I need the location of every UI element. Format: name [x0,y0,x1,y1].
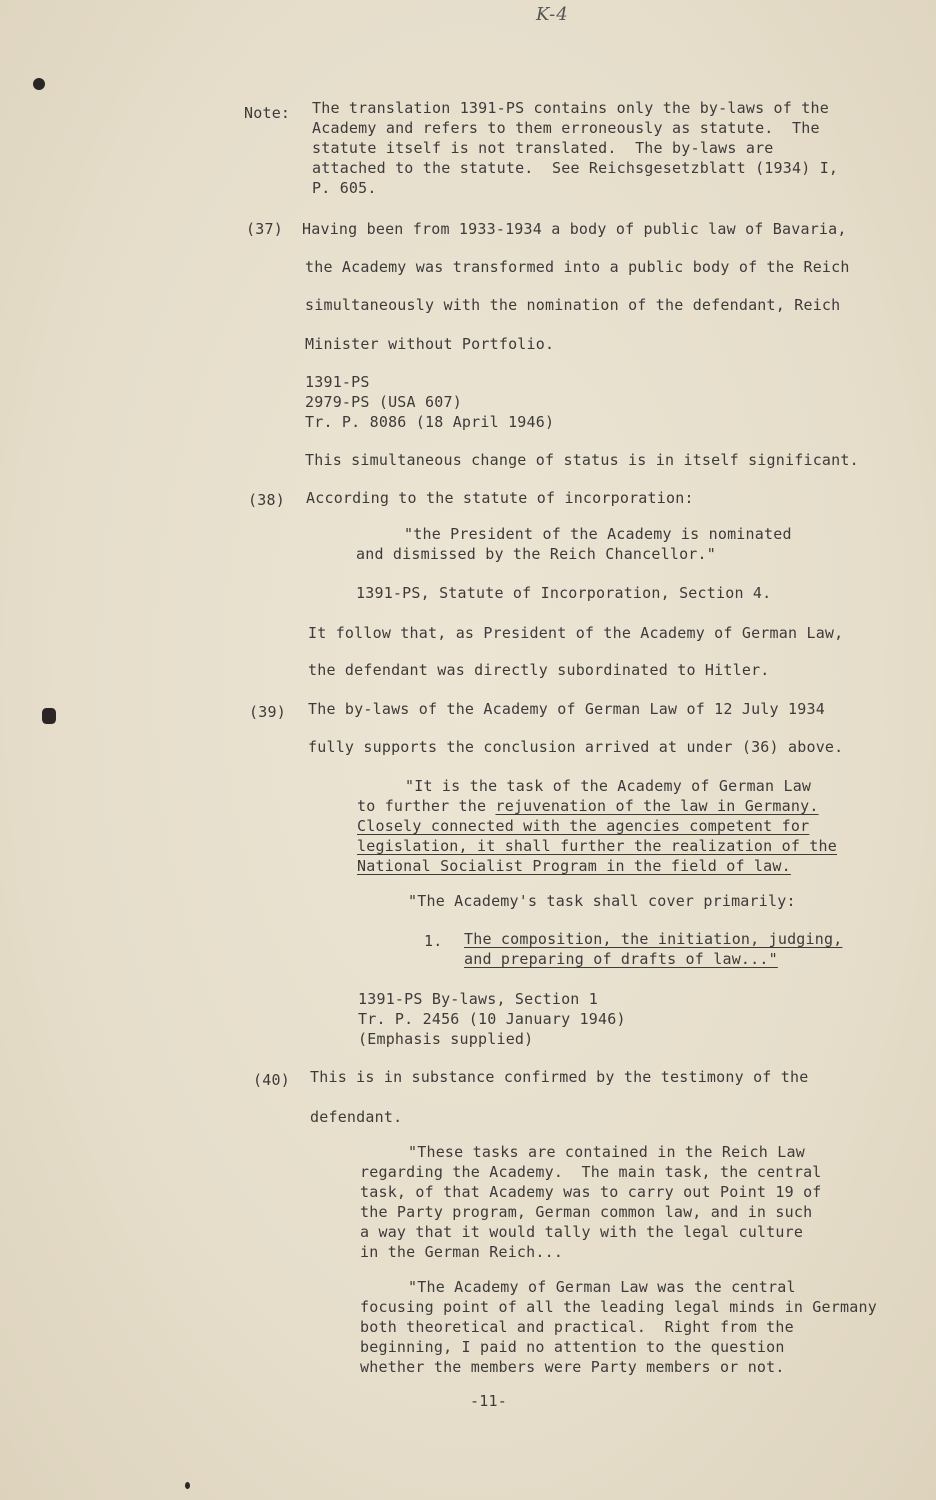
emphasized-line: Closely connected with the agencies competent for [357,817,810,835]
para39-quote-2: "The Academy's task shall cover primarily: [408,892,796,910]
para40-line: defendant. [310,1108,403,1126]
para40-line: This is in substance confirmed by the testimony of the [310,1068,809,1086]
emphasized-text: rejuvenation of the law in Germany. [495,797,819,815]
quote-line: "the President of the Academy is nominated [404,525,792,543]
para38-reference: 1391-PS, Statute of Incorporation, Section 4. [356,584,772,602]
note-line: P. 605. [312,179,377,197]
note-line: attached to the statute. See Reichsgesetzblatt (1934) I, [312,159,839,177]
punch-hole-mark [33,78,45,90]
handwritten-mark: K-4 [536,4,569,25]
note-line: Academy and refers to them erroneously as statute. The [312,119,820,137]
para38-intro: According to the statute of incorporation: [306,489,694,507]
quote-line: in the German Reich... [360,1243,564,1261]
para38-closing-line: It follow that, as President of the Academy of German Law, [308,624,844,642]
quote-line: a way that it would tally with the legal culture [360,1223,804,1241]
paragraph-number-37: (37) [246,220,283,238]
emphasized-line: The composition, the initiation, judging, [464,930,843,948]
emphasized-line: National Socialist Program in the field of law. [357,857,791,875]
paragraph-number-40: (40) [253,1071,290,1089]
quote-line: both theoretical and practical. Right from the [360,1318,794,1336]
quote-line [357,796,837,816]
reference-line: Tr. P. 2456 (10 January 1946) [358,1010,626,1028]
quote-line: "It is the task of the Academy of German Law [405,777,812,795]
para39-line: The by-laws of the Academy of German Law of 12 July 1934 [308,700,825,718]
note-line: statute itself is not translated. The by-laws are [312,139,774,157]
para38-quote [356,524,792,564]
note-body [312,98,838,198]
note-label: Note: [244,104,291,122]
list-item-number: 1. [424,932,443,950]
para37-line: simultaneously with the nomination of the defendant, Reich [305,296,841,314]
quote-line: focusing point of all the leading legal minds in Germany [360,1298,877,1316]
reference-line: 2979-PS (USA 607) [305,393,462,411]
list-item-text [464,929,842,969]
para40-quote-2 [360,1277,877,1377]
para37-closing: This simultaneous change of status is in itself significant. [305,451,859,469]
para37-line: the Academy was transformed into a public body of the Reich [305,258,850,276]
quote-line: "These tasks are contained in the Reich Law [408,1143,805,1161]
quote-line: beginning, I paid no attention to the question [360,1338,785,1356]
punch-hole-mark [42,708,56,724]
quote-line: task, of that Academy was to carry out Point 19 of [360,1183,822,1201]
para38-closing-line: the defendant was directly subordinated to Hitler. [308,661,770,679]
quote-line: "The Academy of German Law was the central [408,1278,796,1296]
emphasized-line: legislation, it shall further the realization of the [357,837,837,855]
para40-quote-1 [360,1142,822,1262]
paragraph-number-39: (39) [249,703,286,721]
para37-line: Minister without Portfolio. [305,335,555,353]
para37-references [305,372,554,432]
emphasized-line: and preparing of drafts of law..." [464,950,778,968]
para39-line: fully supports the conclusion arrived at under (36) above. [308,738,844,756]
para39-references [358,989,626,1049]
quote-line: whether the members were Party members or not. [360,1358,785,1376]
reference-line: 1391-PS [305,373,370,391]
note-line: The translation 1391-PS contains only the by-laws of the [312,99,829,117]
paragraph-number-38: (38) [248,491,285,509]
para39-quote-1 [357,776,837,876]
quote-text: to further the [357,797,496,815]
quote-line: the Party program, German common law, and in such [360,1203,813,1221]
para37-line: Having been from 1933-1934 a body of public law of Bavaria, [302,220,847,238]
quote-line: and dismissed by the Reich Chancellor." [356,545,716,563]
reference-line: 1391-PS By-laws, Section 1 [358,990,598,1008]
reference-line: (Emphasis supplied) [358,1030,534,1048]
quote-line: regarding the Academy. The main task, the central [360,1163,822,1181]
page-number: -11- [470,1392,507,1410]
reference-line: Tr. P. 8086 (18 April 1946) [305,413,555,431]
ink-speck [185,1482,190,1489]
